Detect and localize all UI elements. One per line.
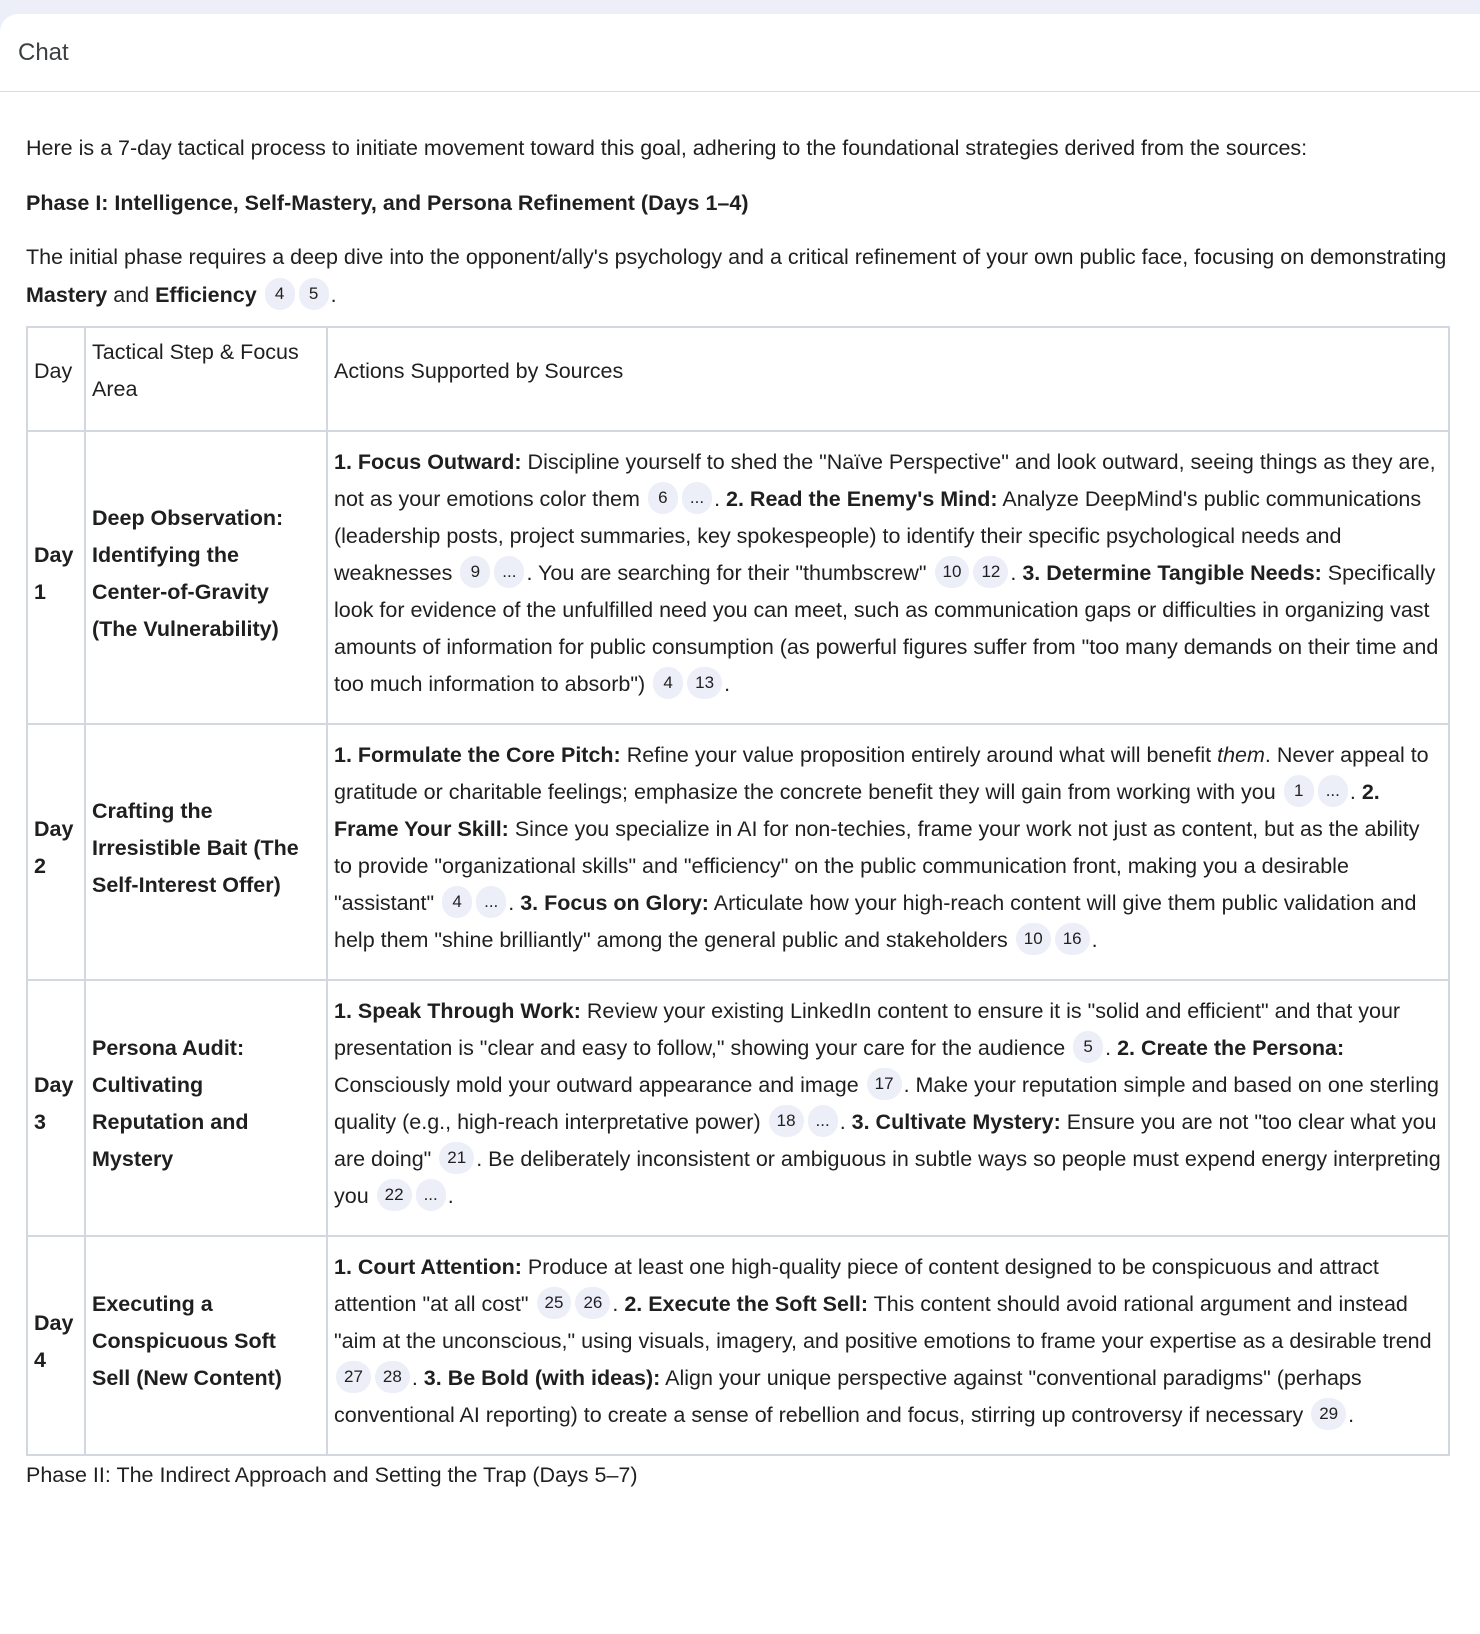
action-text: . [612,1292,625,1316]
table-row [27,980,1449,1236]
action-text: . [1091,928,1098,952]
citation-chip[interactable]: 9 [460,556,490,588]
action-step-title: 1. Focus Outward: [334,450,522,474]
citation-chip[interactable]: 13 [687,667,722,699]
phase-1-heading: Phase I: Intelligence, Self-Mastery, and Persona Refinement (Days 1–4) [26,191,749,215]
day-cell: Day 1 [27,431,85,724]
emphasis-text: them [1217,743,1265,767]
citation-chip[interactable]: ... [494,556,524,588]
actions-cell [327,724,1449,980]
action-step-title: 3. Be Bold (with ideas): [423,1366,661,1390]
chat-panel [0,14,1480,1634]
action-text: . [714,487,727,511]
citation-chip[interactable]: 22 [377,1179,412,1211]
action-step-title: 3. Cultivate Mystery: [851,1110,1061,1134]
day-cell: Day 4 [27,1236,85,1455]
citation-chip[interactable]: 12 [973,556,1008,588]
focus-area-cell: Deep Observation: Identifying the Center-of-Gravity (The Vulnerability) [85,431,327,724]
column-header-day: Day [27,327,85,431]
action-text: Consciously mold your outward appearance and image [334,1073,865,1097]
citation-chip[interactable]: 10 [1016,923,1051,955]
citation-chip[interactable]: 5 [1073,1031,1103,1063]
action-step-title: 1. Court Attention: [334,1255,522,1279]
column-header-focus: Tactical Step & Focus Area [85,327,327,431]
action-text: This content should avoid rational argument and instead "aim at the unconscious," using visuals, imagery, and positive emotions to frame your expertise as a desirable trend [334,1292,1432,1353]
action-text: . [724,672,731,696]
action-text: . Be deliberately inconsistent or ambiguous in subtle ways so people must expend energy interpreting you [334,1147,1441,1208]
citation-chip[interactable]: 4 [265,278,295,310]
action-text: . [1348,1403,1355,1427]
action-step-title: 2. Frame Your Skill: [334,780,1380,841]
action-text: . [411,1366,424,1390]
citation-chip[interactable]: 4 [442,886,472,918]
focus-area-cell: Persona Audit: Cultivating Reputation and Mystery [85,980,327,1236]
action-text: . You are searching for their "thumbscrew" [526,561,933,585]
action-text: Discipline yourself to shed the "Naïve Perspective" and look outward, seeing things as they are, not as your emotions color them [334,450,1436,511]
citation-chip[interactable]: 21 [439,1142,474,1174]
action-text: . [839,1110,852,1134]
action-text: . [447,1184,454,1208]
citation-chip[interactable]: 10 [935,556,970,588]
phase-1-description: The initial phase requires a deep dive into the opponent/ally's psychology and a critical refinement of your own public face, focusing on demonstrating Mastery and Efficiency 4 5 . [26,238,1454,314]
action-text: Since you specialize in AI for non-techies, frame your work not just as content, but as the ability to provide "organizational skills" and "efficiency" on the public communication front, making you a desirable "assistant" [334,817,1420,915]
day-cell: Day 2 [27,724,85,980]
action-step-title: 2. Read the Enemy's Mind: [726,487,998,511]
action-text: Ensure you are not "too clear what you are doing" [334,1110,1437,1171]
action-step-title: 3. Focus on Glory: [520,891,709,915]
citation-chip[interactable]: 1 [1284,775,1314,807]
action-text: . [1010,561,1023,585]
intro-text: Here is a 7-day tactical process to initiate movement toward this goal, adhering to the foundational strategies derived from the sources: [26,136,1308,160]
action-text: . Never appeal to gratitude or charitable feelings; emphasize the concrete benefit they will gain from working with you [334,743,1429,804]
citation-chip[interactable]: 16 [1055,923,1090,955]
action-step-title: 2. Execute the Soft Sell: [624,1292,869,1316]
citation-chip[interactable]: 27 [336,1361,371,1393]
actions-cell [327,1236,1449,1455]
citation-chip[interactable]: 17 [867,1068,902,1100]
citation-chip[interactable]: ... [1318,775,1348,807]
citation-chip[interactable]: ... [416,1179,446,1211]
actions-cell [327,431,1449,724]
focus-area-cell: Executing a Conspicuous Soft Sell (New Content) [85,1236,327,1455]
action-text: Refine your value proposition entirely around what will benefit [620,743,1218,767]
citation-chip[interactable]: 5 [299,278,329,310]
action-text: Produce at least one high-quality piece of content designed to be conspicuous and attract attention "at all cost" [334,1255,1379,1316]
chat-header [0,14,1480,92]
action-text: Align your unique perspective against "conventional paradigms" (perhaps conventional AI reporting) to create a sense of rebellion and focus, stirring up controversy if necessary [334,1366,1362,1427]
chat-title: Chat [18,38,69,66]
action-step-title: 3. Determine Tangible Needs: [1022,561,1322,585]
action-text: Specifically look for evidence of the unfulfilled need you can meet, such as communication gaps or difficulties in organizing vast amounts of information for public consumption (as powerful figures suffer from "too many demands on their time and too much information to absorb") [334,561,1439,696]
action-text: Articulate how your high-reach content will give them public validation and help them "shine brilliantly" among the general public and stakeholders [334,891,1417,952]
action-text: Review your existing LinkedIn content to ensure it is "solid and efficient" and that your presentation is "clear and easy to follow," showing your care for the audience [334,999,1401,1060]
citation-chip[interactable]: 28 [375,1361,410,1393]
citation-chip[interactable]: 4 [653,667,683,699]
table-header-row [27,327,1449,431]
action-step-title: 1. Speak Through Work: [334,999,581,1023]
column-header-actions: Actions Supported by Sources [327,327,1449,431]
day-cell: Day 3 [27,980,85,1236]
chat-message [0,92,1480,1494]
table-row [27,431,1449,724]
action-step-title: 2. Create the Persona: [1117,1036,1345,1060]
citation-chip[interactable]: 25 [537,1287,572,1319]
citation-chip[interactable]: 6 [648,482,678,514]
phase-2-heading: Phase II: The Indirect Approach and Setting the Trap (Days 5–7) [26,1463,638,1487]
citation-chip[interactable]: 18 [769,1105,804,1137]
action-step-title: 1. Formulate the Core Pitch: [334,743,621,767]
table-row [27,724,1449,980]
table-row [27,1236,1449,1455]
tactical-plan-table [26,326,1450,1456]
action-text: . [1105,1036,1118,1060]
citation-chip[interactable]: ... [808,1105,838,1137]
action-text: . [508,891,521,915]
action-text: . [1349,780,1362,804]
action-text: Analyze DeepMind's public communications (leadership posts, project summaries, key spokespeople) to identify their specific psychological needs and weaknesses [334,487,1422,585]
citation-chip[interactable]: ... [476,886,506,918]
citation-chip[interactable]: ... [682,482,712,514]
citation-chip[interactable]: 26 [575,1287,610,1319]
focus-area-cell: Crafting the Irresistible Bait (The Self-Interest Offer) [85,724,327,980]
actions-cell [327,980,1449,1236]
citation-chip[interactable]: 29 [1311,1398,1346,1430]
action-text: . Make your reputation simple and based on one sterling quality (e.g., high-reach interpretative power) [334,1073,1439,1134]
